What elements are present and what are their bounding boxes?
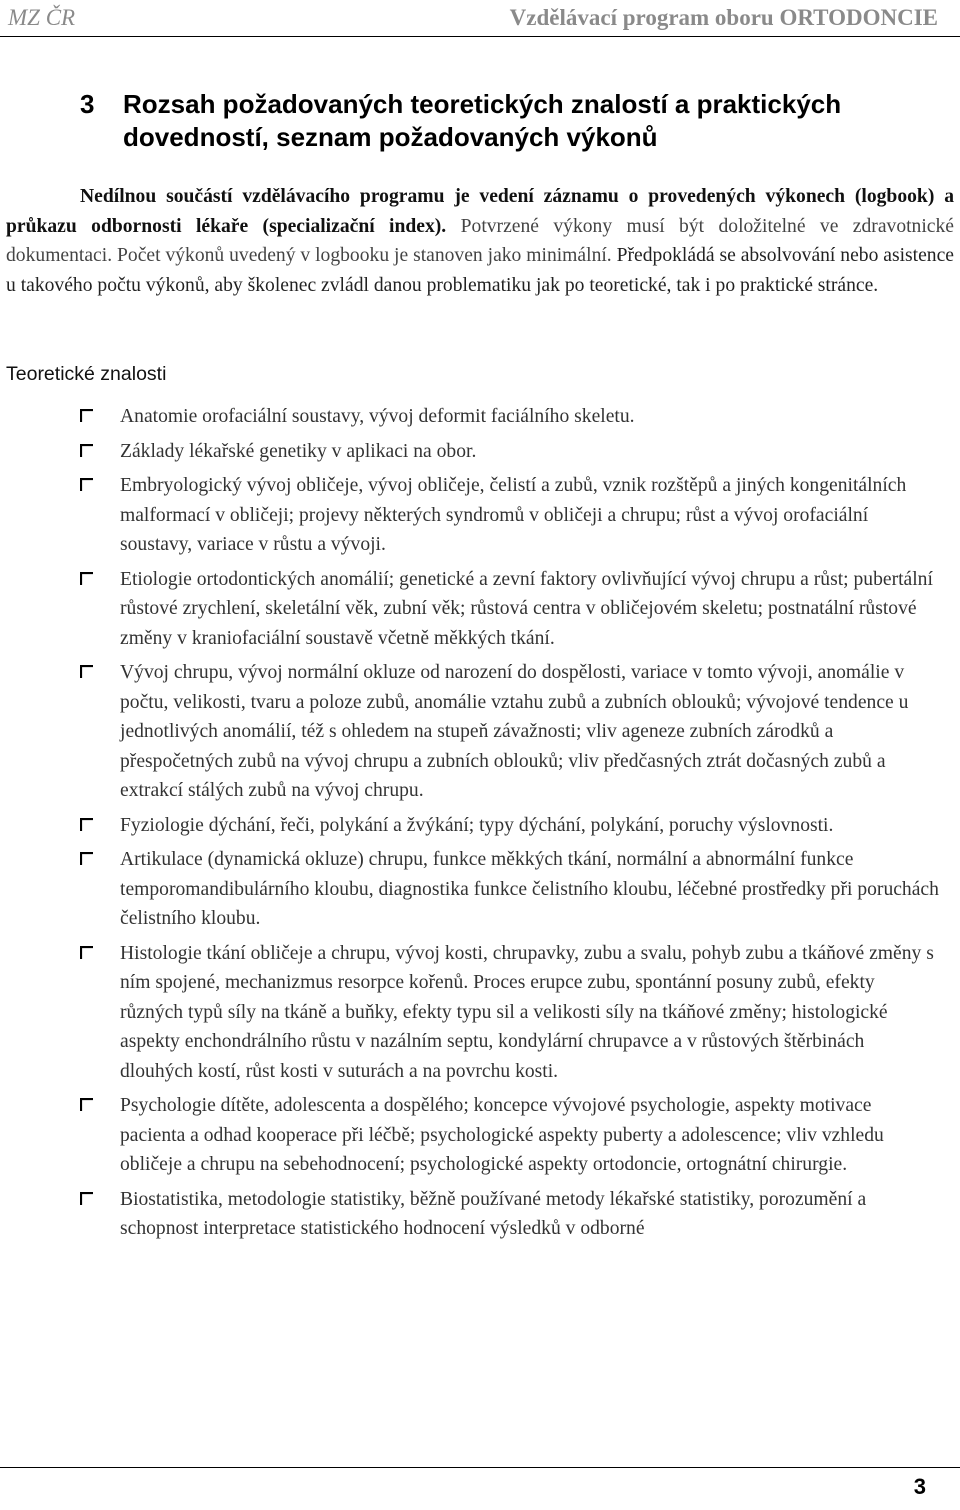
list-item [0, 437, 960, 467]
list-item [0, 565, 960, 654]
checkbox-bullet-icon [80, 852, 94, 866]
checkbox-bullet-icon [80, 1098, 94, 1112]
list-item [0, 939, 960, 1087]
checkbox-bullet-icon [80, 818, 94, 832]
list-item-text: Histologie tkání obličeje a chrupu, vývoj kosti, chrupavky, zubu a svalu, pohyb zubu a tkáňové změny s ním spojené, mechanizmus resorpce kořenů. Proces erupce zubu, spontánní posuny zubů, efekty různých typů síly na tkáně a buňky, efekty typu sil a velikosti síly na tkáňové změny; histologické aspekty enchondrálního růstu v nazálním septu, kondylární chrupavce a v růstových štěrbinách dlouhých kostí, růst kosti v suturách a na povrchu kosti. [120, 942, 934, 1082]
list-item-text: Psychologie dítěte, adolescenta a dospělého; koncepce vývojové psychologie, aspekty motivace pacienta a odhad kooperace při léčbě; psychologické aspekty puberty a adolescence; vliv vzhledu obličeje a chrupu na sebehodnocení; psychologické aspekty ortodoncie, ortognátní chirurgie. [120, 1095, 884, 1175]
list-item [0, 402, 960, 432]
list-item [0, 1091, 960, 1180]
list-item [0, 471, 960, 560]
header-program-title: Vzdělávací program oboru ORTODONCIE [509, 5, 938, 30]
list-item-text: Artikulace (dynamická okluze) chrupu, funkce měkkých tkání, normální a abnormální funkce temporomandibulárního kloubu, diagnostika funkce čelistního kloubu, léčebné prostředky při poruchách čelistního kloubu. [120, 849, 939, 929]
list-item-text: Základy lékařské genetiky v aplikaci na obor. [120, 440, 477, 462]
header-cr: ČR [45, 5, 76, 30]
chapter-number: 3 [80, 89, 95, 119]
footer-divider [0, 1467, 960, 1468]
list-item-text: Vývoj chrupu, vývoj normální okluze od narození do dospělosti, variace v tomto vývoji, anomálie v počtu, velikosti, tvaru a poloze zubů, anomálie vztahu zubů a zubních oblouků; vývojové tendence u jednotlivých anomálií, též s ohledem na stupeň závažnosti; vliv ageneze zubních zárodků a přespočetných zubů na vývoj chrupu a zubních oblouků; vliv předčasných ztrát dočasných zubů a extrakcí stálých zubů na vývoj chrupu. [120, 662, 909, 801]
checkbox-bullet-icon [80, 665, 94, 679]
list-item-text: Fyziologie dýchání, řeči, polykání a žvýkání; typy dýchání, polykání, poruchy výslovnosti. [120, 814, 834, 836]
header-left [8, 5, 75, 31]
header-mz: MZ [8, 5, 40, 30]
list-item-text: Biostatistika, metodologie statistiky, běžně používané metody lékařské statistiky, porozumění a schopnost interpretace statistického hodnocení výsledků v odborné [120, 1188, 867, 1239]
list-item [0, 658, 960, 806]
intro-bold: Nedílnou součástí vzdělávacího programu je vedení záznamu o provedených výkonech (logbook) a průkazu odbornosti lékaře (specializační index). [6, 186, 954, 237]
checkbox-bullet-icon [80, 409, 94, 423]
list-item [0, 1185, 960, 1244]
list-item-text: Embryologický vývoj obličeje, vývoj obličeje, čelistí a zubů, vznik rozštěpů a jiných kongenitálních malformací v obličeji; projevy některých syndromů v obličeji a chrupu; růst a vývoj orofaciální soustavy, variace v růstu a vývoji. [120, 475, 907, 555]
list-item-text: Anatomie orofaciální soustavy, vývoj deformit faciálního skeletu. [120, 406, 635, 427]
chapter-heading [80, 88, 940, 154]
list-item-text: Etiologie ortodontických anomálií; genetické a zevní faktory ovlivňující vývoj chrupu a růst; pubertální růstové zrychlení, skeletální věk, zubní věk; růstová centra v obličejovém skeletu; postnatální růstové změny v kraniofaciální soustavě včetně měkkých tkání. [120, 568, 933, 649]
page-number: 3 [913, 1474, 926, 1499]
intro-paragraph [6, 182, 954, 300]
checkbox-bullet-icon [80, 946, 94, 960]
chapter-title: Rozsah požadovaných teoretických znalostí a praktických dovedností, seznam požadovaných výkonů [123, 89, 842, 152]
intro-normal: Potvrzené výkony musí být doložitelné ve zdravotnické dokumentaci. Počet výkonů uvedený v logbooku je stanoven jako minimální. [6, 215, 954, 266]
page-header [0, 0, 960, 37]
section-heading-theory: Teoretické znalosti [6, 363, 167, 385]
checkbox-bullet-icon [80, 478, 94, 492]
checkbox-bullet-icon [80, 572, 94, 586]
checkbox-bullet-icon [80, 444, 94, 458]
checkbox-bullet-icon [80, 1192, 94, 1206]
list-item [0, 845, 960, 934]
list-item [0, 811, 960, 841]
theory-list [0, 402, 960, 1249]
intro-dark: Předpokládá se absolvování nebo asistence u takového počtu výkonů, aby školenec zvládl danou problematiku jak po teoretické, tak i po praktické stránce. [6, 245, 954, 296]
